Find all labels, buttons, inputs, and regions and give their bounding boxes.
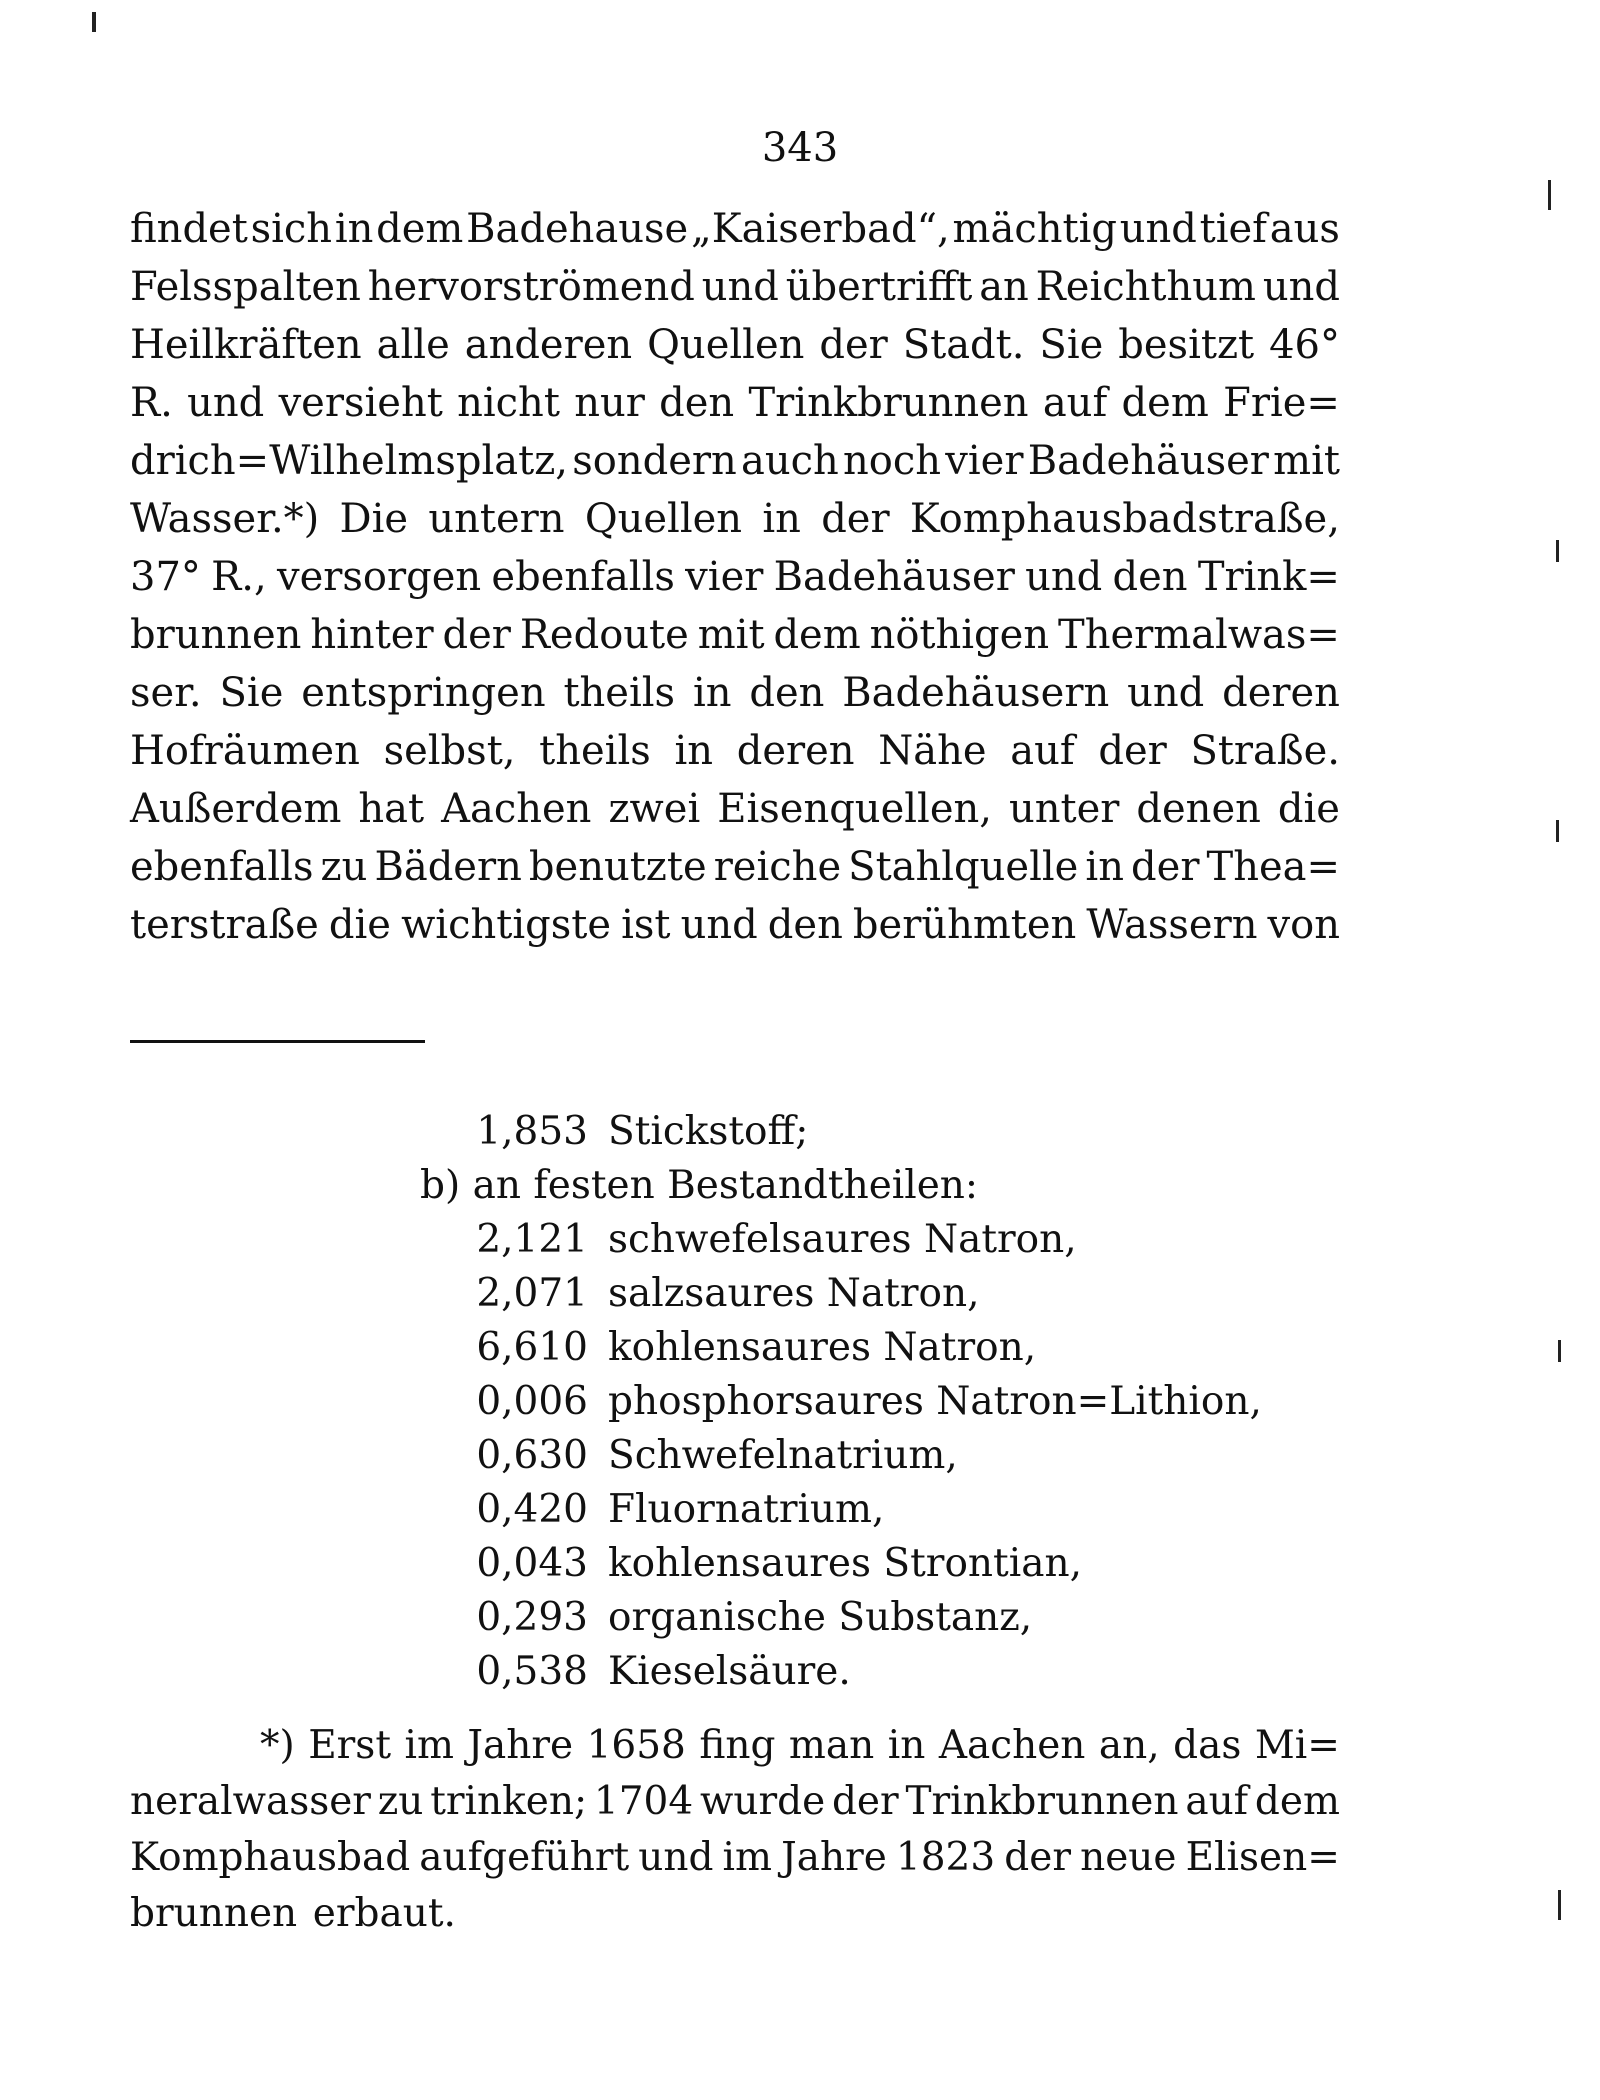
- composition-substance: Fluornatrium,: [608, 1487, 885, 1532]
- body-word: der: [1131, 844, 1200, 890]
- composition-row: [470, 1483, 1262, 1537]
- body-word: und: [1119, 206, 1197, 252]
- footnote-word: wurde: [699, 1779, 826, 1824]
- body-line: [130, 258, 1340, 316]
- body-word: Redoute: [519, 612, 689, 658]
- body-word: Außerdem: [130, 786, 342, 832]
- body-word: Wassern: [1086, 902, 1258, 948]
- body-word: zu: [320, 844, 368, 890]
- body-word: R.,: [211, 554, 267, 600]
- body-word: denen: [1136, 786, 1261, 832]
- body-word: nöthigen: [869, 612, 1050, 658]
- body-word: dem: [773, 612, 861, 658]
- footnote-word: Jahre: [781, 1835, 887, 1880]
- footnote-word: 1658: [586, 1723, 686, 1768]
- body-word: den: [749, 670, 825, 716]
- composition-quantity: 0,006: [476, 1379, 588, 1424]
- footnote-word: der: [1004, 1835, 1071, 1880]
- page-number: 343: [761, 125, 839, 171]
- composition-row: [470, 1267, 1262, 1321]
- body-word: hervorströmend: [367, 264, 695, 310]
- body-word: sich: [250, 206, 333, 252]
- composition-quantity: 0,293: [476, 1595, 588, 1640]
- body-word: und: [187, 380, 265, 426]
- body-word: Sie: [1039, 322, 1104, 368]
- composition-heading: b) an festen Bestandtheilen:: [420, 1163, 979, 1208]
- body-word: von: [1267, 902, 1340, 948]
- body-word: den: [1112, 554, 1188, 600]
- footnote-word: man: [788, 1723, 875, 1768]
- body-word: und: [1262, 264, 1340, 310]
- body-word: in: [674, 728, 714, 774]
- footnote-word: zu: [377, 1779, 424, 1824]
- body-word: Stahlquelle: [848, 844, 1079, 890]
- body-word: unter: [1009, 786, 1120, 832]
- body-word: Hofräumen: [130, 728, 360, 774]
- footnote-word: *): [260, 1723, 295, 1768]
- composition-substance: Schwefelnatrium,: [608, 1433, 958, 1478]
- composition-row: [470, 1375, 1262, 1429]
- footnote-word: an,: [1098, 1723, 1160, 1768]
- composition-quantity: 1,853: [476, 1109, 588, 1154]
- composition-quantity: 0,538: [476, 1649, 588, 1694]
- composition-substance: Kieselsäure.: [608, 1649, 851, 1694]
- body-line: [130, 780, 1340, 838]
- body-word: besitzt: [1118, 322, 1255, 368]
- footnote-word: Komphausbad: [130, 1835, 411, 1880]
- body-word: theils: [563, 670, 676, 716]
- body-word: Straße.: [1190, 728, 1340, 774]
- body-word: den: [767, 902, 843, 948]
- body-word: vier: [685, 554, 764, 600]
- body-word: berühmten: [852, 902, 1077, 948]
- body-word: Felsspalten: [130, 264, 361, 310]
- body-word: nicht: [457, 380, 560, 426]
- footnote-word: der: [831, 1779, 899, 1824]
- composition-row: [470, 1321, 1262, 1375]
- body-word: Aachen: [441, 786, 592, 832]
- body-word: in: [692, 670, 732, 716]
- body-word: Trink=: [1197, 554, 1340, 600]
- footnote-word: brunnen: [130, 1891, 298, 1936]
- body-word: zwei: [608, 786, 701, 832]
- body-word: ebenfalls: [130, 844, 314, 890]
- body-line: [130, 316, 1340, 374]
- body-word: Die: [339, 496, 409, 542]
- body-word: hat: [358, 786, 425, 832]
- composition-quantity: 2,121: [476, 1217, 588, 1262]
- footnote-word: Erst: [308, 1723, 391, 1768]
- body-line: [130, 606, 1340, 664]
- composition-row: [470, 1537, 1262, 1591]
- body-word: findet: [130, 206, 248, 252]
- body-word: versorgen: [276, 554, 482, 600]
- body-word: „Kaiserbad“,: [690, 206, 950, 252]
- body-word: die: [328, 902, 391, 948]
- composition-row: [470, 1429, 1262, 1483]
- composition-quantity: 0,043: [476, 1541, 588, 1586]
- body-text: [130, 200, 1340, 954]
- body-word: in: [1085, 844, 1124, 890]
- composition-substance: schwefelsaures Natron,: [608, 1217, 1077, 1262]
- scan-speck: [1556, 820, 1559, 842]
- body-word: anderen: [464, 322, 633, 368]
- footnote-word: neue: [1080, 1835, 1177, 1880]
- body-word: Komphausbadstraße,: [909, 496, 1340, 542]
- body-word: drich=Wilhelmsplatz,: [130, 438, 568, 484]
- body-word: reiche: [713, 844, 842, 890]
- body-word: tief: [1199, 206, 1267, 252]
- body-word: auf: [1010, 728, 1075, 774]
- body-word: 37°: [130, 554, 201, 600]
- composition-quantity: 2,071: [476, 1271, 588, 1316]
- body-word: und: [1025, 554, 1103, 600]
- scan-speck: [1558, 1340, 1561, 1362]
- body-word: wichtigste: [401, 902, 612, 948]
- body-word: entspringen: [301, 670, 546, 716]
- body-word: untern: [428, 496, 565, 542]
- footnote-word: Mi=: [1254, 1723, 1340, 1768]
- body-word: Quellen: [647, 322, 805, 368]
- composition-substance: Stickstoff;: [608, 1109, 809, 1154]
- body-word: vier: [945, 438, 1024, 484]
- body-word: in: [334, 206, 374, 252]
- body-word: und: [701, 264, 779, 310]
- composition-substance: phosphorsaures Natron=Lithion,: [608, 1379, 1262, 1424]
- body-line: [130, 490, 1340, 548]
- body-word: selbst,: [383, 728, 516, 774]
- body-word: benutzte: [528, 844, 707, 890]
- body-line: [130, 200, 1340, 258]
- body-word: Heilkräften: [130, 322, 362, 368]
- body-word: ser.: [130, 670, 202, 716]
- body-word: ebenfalls: [491, 554, 675, 600]
- composition-row: [470, 1645, 1262, 1699]
- body-word: terstraße: [130, 902, 319, 948]
- footnote-word: dem: [1254, 1779, 1340, 1824]
- body-word: der: [1098, 728, 1167, 774]
- body-word: Eisenquellen,: [717, 786, 992, 832]
- body-word: 46°: [1269, 322, 1340, 368]
- body-word: Badehäuser: [1027, 438, 1269, 484]
- footnote-line: [130, 1774, 1340, 1830]
- body-word: R.: [130, 380, 173, 426]
- body-word: Thea=: [1206, 844, 1340, 890]
- body-word: versieht: [278, 380, 443, 426]
- body-word: den: [659, 380, 735, 426]
- body-word: ist: [621, 902, 671, 948]
- composition-substance: kohlensaures Natron,: [608, 1325, 1037, 1370]
- body-line: [130, 432, 1340, 490]
- footnote-word: Elisen=: [1185, 1835, 1340, 1880]
- body-word: Frie=: [1223, 380, 1340, 426]
- body-word: auch: [741, 438, 839, 484]
- body-word: in: [762, 496, 801, 542]
- body-word: deren: [1222, 670, 1340, 716]
- body-word: Thermalwas=: [1058, 612, 1340, 658]
- body-word: und: [1127, 670, 1205, 716]
- scan-speck: [92, 12, 96, 32]
- footnote: [130, 1718, 1340, 1942]
- body-word: an: [979, 264, 1029, 310]
- footnote-word: im: [404, 1723, 454, 1768]
- body-word: Wasser.*): [130, 496, 320, 542]
- body-word: Quellen: [584, 496, 743, 542]
- body-word: noch: [843, 438, 942, 484]
- footnote-line: [130, 1886, 1340, 1942]
- footnote-word: trinken;: [430, 1779, 588, 1824]
- composition-substance: salzsaures Natron,: [608, 1271, 980, 1316]
- composition-quantity: 6,610: [476, 1325, 588, 1370]
- body-word: Badehäuser: [773, 554, 1015, 600]
- body-word: der: [442, 612, 511, 658]
- body-word: Badehause: [466, 206, 689, 252]
- body-word: Bädern: [374, 844, 522, 890]
- body-word: Nähe: [878, 728, 987, 774]
- body-word: hinter: [310, 612, 434, 658]
- body-word: Badehäusern: [842, 670, 1110, 716]
- body-word: dem: [1121, 380, 1209, 426]
- scan-speck: [1558, 1890, 1561, 1920]
- composition-quantity: 0,420: [476, 1487, 588, 1532]
- body-word: der: [821, 496, 890, 542]
- body-word: die: [1277, 786, 1340, 832]
- body-word: deren: [736, 728, 855, 774]
- footnote-line: [130, 1718, 1340, 1774]
- composition-row: [470, 1105, 1262, 1159]
- scan-speck: [1548, 180, 1551, 210]
- body-line: [130, 374, 1340, 432]
- body-word: alle: [376, 322, 450, 368]
- body-word: Sie: [219, 670, 284, 716]
- footnote-word: Trinkbrunnen: [905, 1779, 1179, 1824]
- footnote-word: im: [722, 1835, 772, 1880]
- body-word: und: [680, 902, 758, 948]
- body-word: theils: [539, 728, 651, 774]
- footnote-word: das: [1173, 1723, 1242, 1768]
- footnote-divider: [130, 1040, 425, 1043]
- footnote-word: 1704: [593, 1779, 694, 1824]
- composition-list: [420, 1105, 1262, 1699]
- footnote-word: Aachen: [938, 1723, 1086, 1768]
- body-word: Stadt.: [902, 322, 1025, 368]
- body-line: [130, 896, 1340, 954]
- body-word: auf: [1042, 380, 1108, 426]
- body-word: mächtig: [952, 206, 1117, 252]
- body-word: Trinkbrunnen: [748, 380, 1029, 426]
- body-word: sondern: [572, 438, 737, 484]
- composition-quantity: 0,630: [476, 1433, 588, 1478]
- body-word: brunnen: [130, 612, 302, 658]
- footnote-word: aufgeführt: [419, 1835, 630, 1880]
- footnote-word: neralwasser: [130, 1779, 371, 1824]
- footnote-line: [130, 1830, 1340, 1886]
- scan-speck: [1556, 540, 1559, 562]
- footnote-word: und: [638, 1835, 714, 1880]
- composition-row: [470, 1213, 1262, 1267]
- footnote-word: erbaut.: [312, 1891, 456, 1936]
- body-word: mit: [1273, 438, 1340, 484]
- footnote-word: fing: [699, 1723, 776, 1768]
- composition-row: [470, 1591, 1262, 1645]
- composition-substance: organische Substanz,: [608, 1595, 1033, 1640]
- footnote-word: in: [887, 1723, 926, 1768]
- footnote-word: auf: [1185, 1779, 1249, 1824]
- footnote-word: 1823: [895, 1835, 996, 1880]
- composition-substance: kohlensaures Strontian,: [608, 1541, 1082, 1586]
- body-word: dem: [376, 206, 464, 252]
- body-word: übertrifft: [785, 264, 973, 310]
- body-line: [130, 838, 1340, 896]
- body-line: [130, 722, 1340, 780]
- body-word: mit: [697, 612, 765, 658]
- footnote-word: Jahre: [467, 1723, 574, 1768]
- body-word: nur: [574, 380, 645, 426]
- body-word: der: [819, 322, 888, 368]
- body-line: [130, 664, 1340, 722]
- body-word: aus: [1269, 206, 1340, 252]
- body-line: [130, 548, 1340, 606]
- body-word: Reichthum: [1035, 264, 1256, 310]
